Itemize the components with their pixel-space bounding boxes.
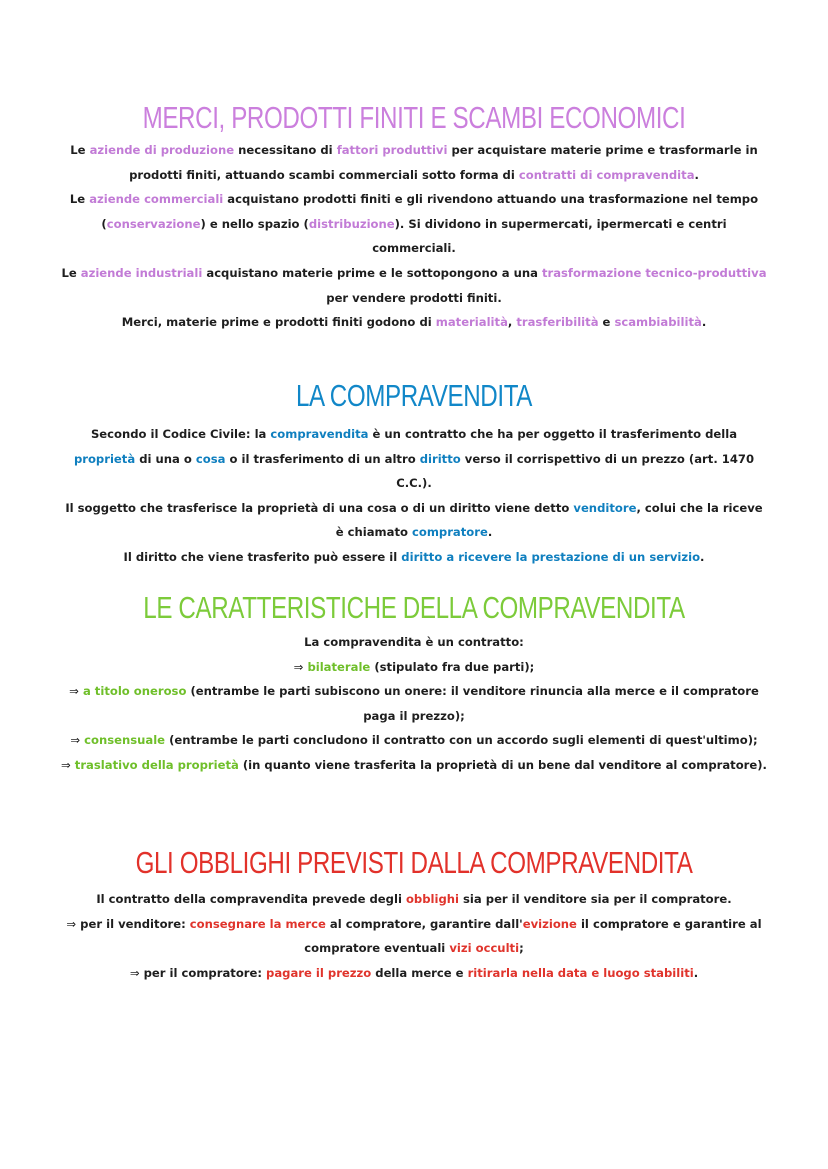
section-merci-body [60, 138, 768, 335]
highlight-obblighi: obblighi [405, 892, 459, 906]
highlight-bilaterale: bilaterale [307, 659, 371, 674]
highlight-diritto: diritto [419, 451, 461, 466]
highlight-traslativo: traslativo della proprietà [74, 757, 239, 772]
highlight-evizione: evizione [522, 916, 577, 931]
arrow-icon: ⇒ [129, 965, 140, 980]
list-item-compratore: ⇒ per il compratore: pagare il prezzo della merce e ritirarla nella data e luogo stabiliti. [129, 965, 699, 980]
paragraph-obblighi-intro: Il contratto della compravendita prevede degli obblighi sia per il venditore sia per il compratore. [96, 892, 732, 906]
highlight-scambiabilita: scambiabilità [614, 315, 702, 330]
highlight-aziende-industriali: aziende industriali [80, 265, 203, 280]
section-title-compravendita: LA COMPRAVENDITA [295, 378, 533, 413]
paragraph-aziende-produzione: Le aziende di produzione necessitano di fattori produttivi per acquistare materie prime e trasformarle in prodotti finiti, attuando scambi commerciali sotto forma di contratti di compravendita. [70, 143, 758, 182]
arrow-icon: ⇒ [61, 757, 71, 772]
highlight-aziende-produzione: aziende di produzione [89, 143, 235, 157]
arrow-icon: ⇒ [70, 733, 81, 748]
list-item-titolo-oneroso: ⇒ a titolo oneroso (entrambe le parti subiscono un onere: il venditore rinuncia alla merce e il compratore paga il prezzo); [69, 684, 759, 723]
paragraph-intro-contratto: La compravendita è un contratto: [304, 635, 524, 649]
paragraph-aziende-industriali: Le aziende industriali acquistano materie prime e le sottopongono a una trasformazione tecnico-produttiva per vendere prodotti finiti. [61, 265, 767, 305]
section-title-caratteristiche: LE CARATTERISTICHE DELLA COMPRAVENDITA [143, 590, 685, 625]
highlight-conservazione: conservazione [106, 216, 201, 231]
paragraph-merci-proprieta: Merci, materie prime e prodotti finiti godono di materialità, trasferibilità e scambiabilità. [121, 315, 707, 330]
highlight-consegnare-merce: consegnare la merce [189, 916, 326, 931]
paragraph-codice-civile: Secondo il Codice Civile: la compravendita è un contratto che ha per oggetto il trasferimento della proprietà di una o cosa o il trasferimento di un altro diritto verso il corrispettivo di un prezzo (art. 1470 C.C.). [73, 427, 755, 491]
list-item-traslativo: ⇒ traslativo della proprietà (in quanto viene trasferita la proprietà di un bene dal venditore al compratore). [61, 757, 767, 772]
arrow-icon: ⇒ [66, 916, 77, 931]
arrow-icon: ⇒ [293, 659, 304, 674]
highlight-trasformazione-tecnico-produttiva: trasformazione tecnico-produttiva [541, 265, 767, 280]
highlight-compravendita: compravendita [270, 427, 369, 441]
list-item-consensuale: ⇒ consensuale (entrambe le parti concludono il contratto con un accordo sugli elementi di quest'ultimo); [70, 733, 758, 748]
highlight-ritirarla: ritirarla nella data e luogo stabiliti [467, 965, 694, 980]
highlight-venditore: venditore [573, 500, 637, 515]
arrow-icon: ⇒ [69, 684, 79, 699]
highlight-compratore: compratore [412, 525, 488, 540]
highlight-pagare-prezzo: pagare il prezzo [266, 965, 372, 980]
highlight-diritto-prestazione: diritto a ricevere la prestazione di un servizio [401, 549, 701, 564]
highlight-materialita: materialità [435, 315, 508, 330]
list-item-bilaterale: ⇒ bilaterale (stipulato fra due parti); [293, 659, 535, 674]
section-caratteristiche-body [60, 630, 768, 778]
highlight-trasferibilita: trasferibilità [516, 315, 599, 330]
paragraph-venditore-compratore: Il soggetto che trasferisce la proprietà di una cosa o di un diritto viene detto venditore, colui che la riceve è chiamato compratore. [65, 500, 763, 540]
highlight-proprieta: proprietà [73, 451, 136, 466]
paragraph-diritto-trasferito: Il diritto che viene trasferito può essere il diritto a ricevere la prestazione di un servizio. [123, 549, 705, 564]
section-obblighi-body [60, 887, 768, 985]
section-compravendita-body [60, 422, 768, 570]
highlight-titolo-oneroso: a titolo oneroso [82, 684, 187, 699]
list-item-venditore: ⇒ per il venditore: consegnare la merce al compratore, garantire dall'evizione il compratore e garantire al compratore eventuali vizi occulti; [66, 916, 762, 956]
highlight-consensuale: consensuale [84, 733, 166, 748]
section-title-merci: MERCI, PRODOTTI FINITI E SCAMBI ECONOMICI [142, 100, 686, 135]
paragraph-aziende-commerciali: Le aziende commerciali acquistano prodotti finiti e gli rivendono attuando una trasformazione nel tempo (conservazione) e nello spazio (distribuzione). Si dividono in supermercati, ipermercati e centri commerciali. [69, 192, 759, 256]
section-title-obblighi: GLI OBBLIGHI PREVISTI DALLA COMPRAVENDITA [135, 845, 693, 880]
highlight-contratti-compravendita: contratti di compravendita [518, 167, 695, 182]
highlight-fattori-produttivi: fattori produttivi [336, 143, 448, 157]
highlight-distribuzione: distribuzione [308, 216, 395, 231]
highlight-cosa: cosa [195, 451, 226, 466]
highlight-vizi-occulti: vizi occulti [449, 941, 520, 956]
highlight-aziende-commerciali: aziende commerciali [89, 192, 224, 207]
